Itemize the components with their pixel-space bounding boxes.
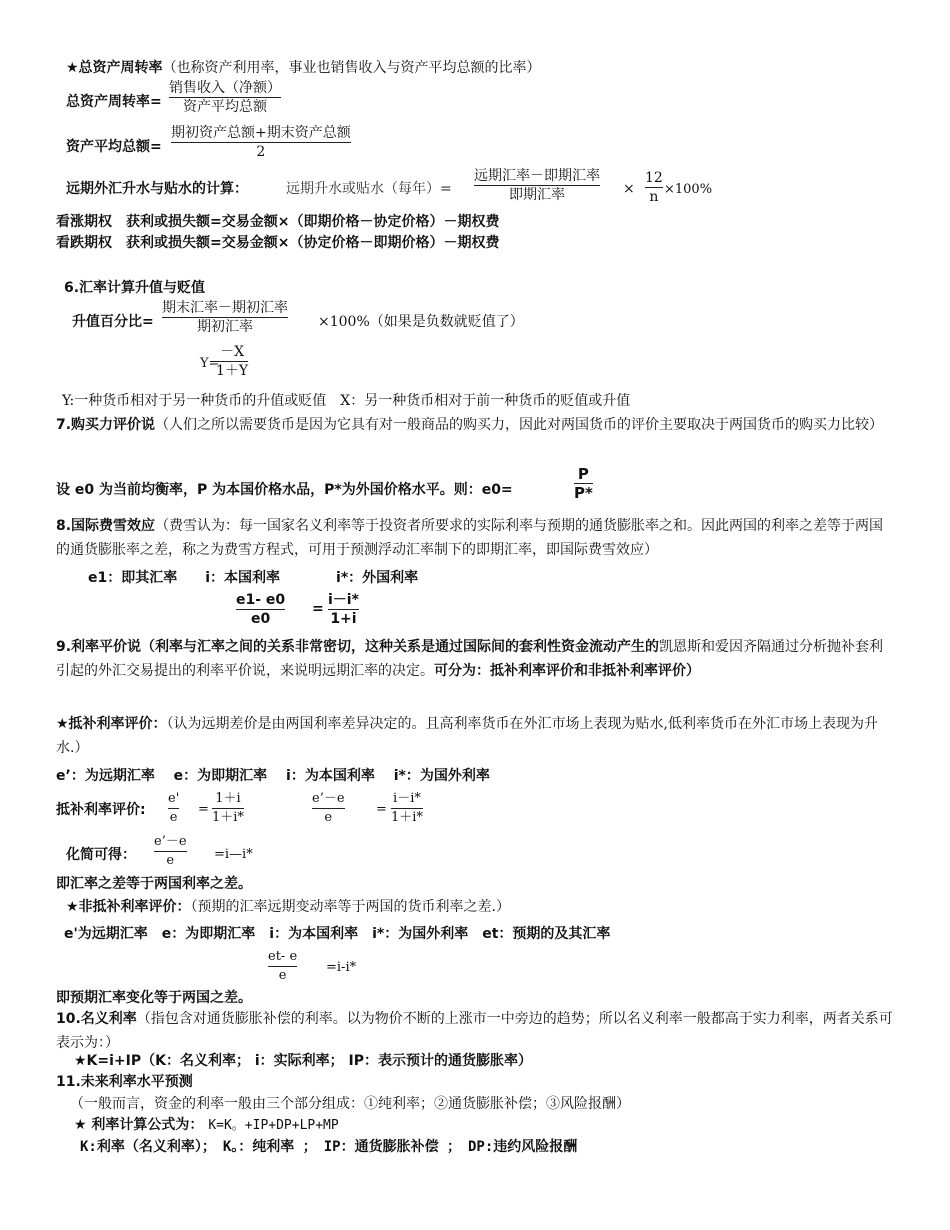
- uncovered-fraction: [268, 948, 297, 985]
- section8-title: 8.国际费雪效应: [56, 518, 156, 534]
- uncovered-text: （预期的汇率远期变动率等于两国的货币利率之差.）: [190, 899, 511, 915]
- forward-premium-times: ×: [623, 181, 635, 197]
- avg-assets-numerator: 期初资产总额+期末资产总额: [171, 125, 351, 141]
- uncovered-conclusion: 即预期汇率变化等于两国之差。: [56, 990, 252, 1006]
- forward-premium-fraction-12n: [645, 169, 663, 206]
- turnover-denominator: 资产平均总额: [183, 99, 267, 115]
- covered-numerator-1: e': [168, 790, 179, 809]
- section8-paragraph: [56, 514, 896, 562]
- simplify-numerator: e’－e: [154, 833, 187, 852]
- section9-title-bold: 9.利率平价说（利率与汇率之间的关系非常密切，这种关系是通过国际间的套利性资金流动产生的: [56, 639, 660, 655]
- ppp-fraction: [574, 465, 593, 502]
- avg-assets-denominator: 2: [256, 144, 266, 160]
- ppp-denominator: P*: [574, 484, 593, 502]
- rate-formula-vars: K:利率（名义利率）； K。：纯利率 ； IP：通货膨胀补偿 ； DP:违约风险报酬: [80, 1139, 578, 1155]
- call-option-line: 看涨期权 获利或损失额=交易金额×（即期价格－协定价格）－期权费: [56, 214, 500, 230]
- fisher-vars: e1：即其汇率 i：本国利率 i*：外国利率: [88, 570, 419, 586]
- y-label: Y=: [200, 356, 220, 371]
- covered-numerator-3: e’－e: [312, 790, 345, 809]
- uncovered-title: ★非抵补利率评价：: [66, 899, 191, 915]
- covered-equals-2: =: [376, 802, 387, 817]
- appreciation-label: 升值百分比=: [72, 314, 154, 330]
- uncovered-tail: =i-i*: [326, 960, 357, 975]
- rate-formula-label: ★ 利率计算公式为：: [74, 1117, 204, 1133]
- uncovered-numerator: et- e: [268, 948, 297, 967]
- simplify-label: 化简可得：: [66, 847, 136, 863]
- covered-paragraph: [56, 712, 896, 760]
- forward-premium-denominator: 即期汇率: [509, 187, 565, 203]
- covered-numerator-2: 1＋i: [212, 790, 244, 809]
- appreciation-numerator: 期末汇率－期初汇率: [162, 300, 288, 316]
- simplify-fraction: [154, 833, 187, 870]
- uncovered-line: [66, 897, 510, 917]
- y-numerator: －X: [216, 343, 248, 362]
- section8-text: （费雪认为：每一国家名义利率等于投资者所要求的实际利率与预期的通货膨胀率之和。因此两国的利率之差等于两国的通货膨胀率之差，称之为费雪方程式，可用于预测浮动汇率制下的即期汇率，即国际费雪效应）: [56, 518, 884, 558]
- section10-title: 10.名义利率: [56, 1011, 137, 1027]
- covered-vars: e’：为远期汇率 e：为即期汇率 i：为本国利率 i*：为国外利率: [56, 768, 490, 784]
- uncovered-vars: e'为远期汇率 e：为即期汇率 i：为本国利率 i*：为国外利率 et：预期的及其汇率: [64, 926, 611, 942]
- covered-formula-label: 抵补利率评价:: [56, 802, 146, 818]
- forward-premium-tail: ×100%: [664, 182, 713, 197]
- simplify-denominator: e: [166, 853, 175, 868]
- covered-text: （认为远期差价是由两国利率差异决定的。且高利率货币在外汇市场上表现为贴水,低利率货币在外汇市场上表现为升水.）: [56, 716, 879, 756]
- forward-premium-fraction: [474, 167, 600, 204]
- avg-assets-fraction: [171, 124, 351, 161]
- section7-paragraph: [56, 413, 896, 437]
- covered-denominator-4: 1＋i*: [391, 810, 423, 825]
- turnover-numerator: 销售收入（净额）: [169, 80, 281, 96]
- fisher-right-denominator: 1+i: [330, 611, 357, 627]
- section9-title-normal: 凯恩斯和爱因齐隔通过分析抛补套利引起的外汇交易提出的利率平价说，来说明远期汇率的决定。: [56, 639, 884, 679]
- section7-title: 7.购买力评价说: [56, 417, 156, 433]
- covered-denominator-3: e: [324, 810, 333, 825]
- section6-title: 6.汇率计算升值与贬值: [64, 280, 206, 296]
- section9-title-bold2: 可分为：抵补利率评价和非抵补利率评价）: [434, 663, 700, 679]
- section10-paragraph: [56, 1007, 896, 1055]
- forward-premium-numerator: 远期汇率－即期汇率: [474, 168, 600, 184]
- appreciation-fraction: [162, 299, 288, 336]
- covered-denominator-1: e: [169, 810, 178, 825]
- nominal-rate-formula: ★K=i+IP（K：名义利率； i：实际利率； IP：表示预计的通货膨胀率）: [74, 1053, 532, 1069]
- covered-denominator-2: 1＋i*: [212, 810, 244, 825]
- appreciation-tail: ×100%（如果是负数就贬值了）: [318, 314, 524, 330]
- covered-equals-1: =: [198, 802, 209, 817]
- forward-premium-label: 远期外汇升水与贴水的计算：: [66, 181, 248, 197]
- y-fraction: [216, 343, 248, 380]
- covered-fraction-2: [212, 790, 244, 827]
- forward-premium-text: 远期升水或贴水（每年）=: [286, 181, 452, 197]
- turnover-title-line: [66, 58, 541, 78]
- section9-paragraph: [56, 635, 896, 683]
- y-x-note: Y:一种货币相对于另一种货币的升值或贬值 X：另一种货币相对于前一种货币的贬值或升值: [62, 393, 631, 409]
- appreciation-denominator: 期初汇率: [197, 319, 253, 335]
- forward-premium-denominator-n: n: [649, 189, 659, 205]
- fisher-left-denominator: e0: [250, 611, 271, 627]
- forward-premium-numerator-12: 12: [645, 170, 663, 186]
- rate-formula: K=K。+IP+DP+LP+MP: [208, 1118, 339, 1133]
- section11-text: （一般而言，资金的利率一般由三个部分组成：①纯利率；②通货膨胀补偿；③风险报酬）: [70, 1096, 630, 1112]
- fisher-left-numerator: e1- e0: [236, 592, 286, 608]
- ppp-formula-line: 设 e0 为当前均衡率，P 为本国价格水品，P*为外国价格水平。则：e0=: [56, 482, 513, 498]
- section11-title: 11.未来利率水平预测: [56, 1074, 193, 1090]
- covered-numerator-4: i－i*: [391, 790, 423, 809]
- simplify-tail: =i—i*: [214, 847, 253, 862]
- covered-fraction-1: [168, 790, 179, 827]
- rate-formula-line: [74, 1115, 339, 1136]
- uncovered-denominator: e: [278, 968, 287, 983]
- put-option-line: 看跌期权 获利或损失额=交易金额×（协定价格－即期价格）－期权费: [56, 235, 500, 251]
- fisher-right-numerator: i－i*: [328, 592, 359, 608]
- covered-fraction-3: [312, 790, 345, 827]
- section10-text: （指包含对通货膨胀补偿的利率。以为物价不断的上涨市一中旁边的趋势；所以名义利率一般都高于实力利率，两者关系可表示为：）: [56, 1011, 893, 1051]
- covered-fraction-4: [391, 790, 423, 827]
- turnover-formula-label: 总资产周转率=: [66, 94, 162, 110]
- y-denominator: 1＋Y: [216, 363, 249, 379]
- fisher-fraction-right: [328, 591, 359, 628]
- covered-title: ★抵补利率评价：: [56, 716, 167, 732]
- turnover-title: ★总资产周转率: [66, 60, 163, 76]
- fisher-fraction-left: [236, 591, 285, 628]
- turnover-fraction: [169, 79, 281, 116]
- section7-text: （人们之所以需要货币是因为它具有对一般商品的购买力，因此对两国货币的评价主要取决于两国货币的购买力比较）: [155, 417, 884, 433]
- covered-conclusion: 即汇率之差等于两国利率之差。: [56, 876, 252, 892]
- ppp-numerator: P: [574, 465, 593, 484]
- turnover-title-note: （也称资产利用率，事业也销售收入与资产平均总额的比率）: [162, 60, 541, 76]
- avg-assets-label: 资产平均总额=: [66, 139, 162, 155]
- fisher-equals: =: [312, 601, 324, 617]
